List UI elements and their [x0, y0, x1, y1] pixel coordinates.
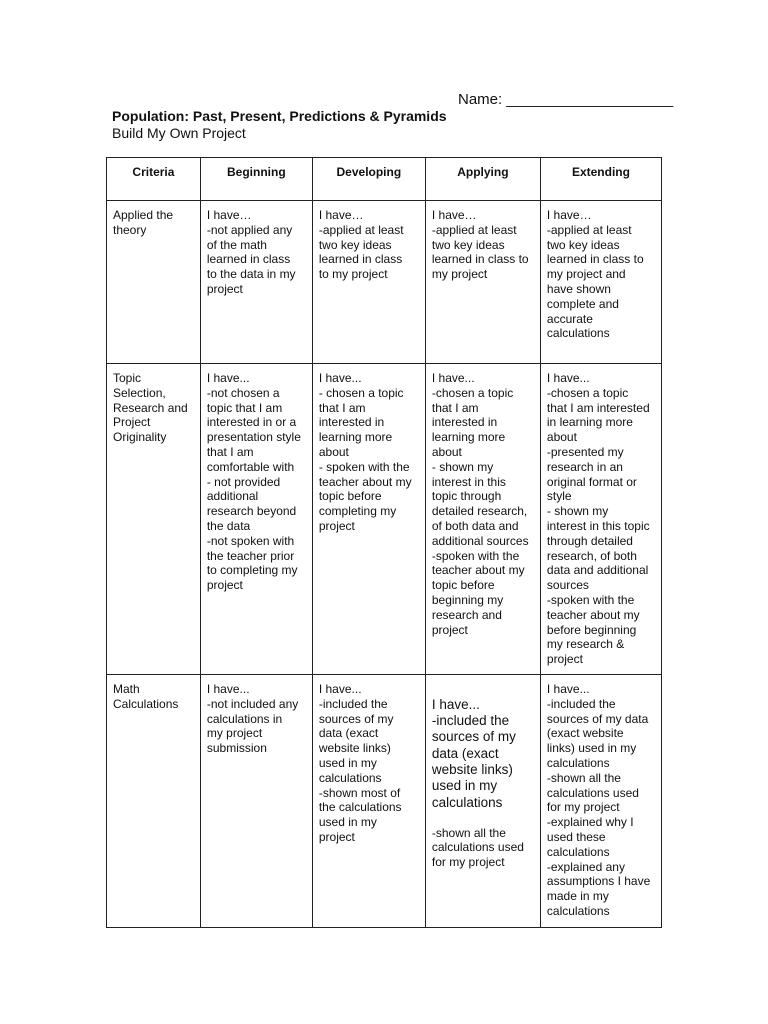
column-header-extending: Extending: [540, 158, 661, 201]
column-header-criteria: Criteria: [107, 158, 201, 201]
criteria-cell: Math Calculations: [107, 675, 201, 928]
table-header-row: [107, 158, 662, 201]
table-row: [107, 364, 662, 675]
extending-cell: I have... -chosen a topic that I am interested in learning more about -presented my research in an original format or style - shown my interest in this topic through detailed research, of both data and additional sources -spoken with the teacher about my before beginning my research & project: [540, 364, 661, 675]
developing-cell: I have... -included the sources of my data (exact website links) used in my calculations -shown most of the calculations used in my project: [312, 675, 425, 928]
column-header-developing: Developing: [312, 158, 425, 201]
page-title: Population: Past, Present, Predictions & Pyramids: [112, 108, 447, 124]
beginning-cell: I have... -not chosen a topic that I am interested in or a presentation style that I am comfortable with - not provided additional research beyond the data -not spoken with the teacher prior to completing my project: [200, 364, 312, 675]
applying-cell: [425, 675, 540, 928]
beginning-cell: I have… -not applied any of the math learned in class to the data in my project: [200, 201, 312, 364]
rubric-table: [106, 157, 662, 928]
extending-cell: I have… -applied at least two key ideas learned in class to my project and have shown complete and accurate calculations: [540, 201, 661, 364]
extending-cell: I have... -included the sources of my data (exact website links) used in my calculations -shown all the calculations used for my project -explained why I used these calculations -explained any assumptions I have made in my calculations: [540, 675, 661, 928]
page-subtitle: Build My Own Project: [112, 125, 246, 141]
developing-cell: I have... - chosen a topic that I am interested in learning more about - spoken with the teacher about my topic before completing my project: [312, 364, 425, 675]
name-field-label: Name: ____________________: [458, 91, 674, 108]
table-row: [107, 201, 662, 364]
applying-cell-small-text: -shown all the calculations used for my project: [431, 825, 524, 870]
criteria-cell: Applied the theory: [107, 201, 201, 364]
beginning-cell: I have... -not included any calculations in my project submission: [200, 675, 312, 928]
developing-cell: I have… -applied at least two key ideas learned in class to my project: [312, 201, 425, 364]
applying-cell-large-text: I have... -included the sources of my data (exact website links) used in my calculations: [431, 696, 516, 810]
applying-cell: I have… -applied at least two key ideas learned in class to my project: [425, 201, 540, 364]
criteria-cell: Topic Selection, Research and Project Originality: [107, 364, 201, 675]
table-row: [107, 675, 662, 928]
column-header-applying: Applying: [425, 158, 540, 201]
applying-cell: I have... -chosen a topic that I am interested in learning more about - shown my interest in this topic through detailed research, of both data and additional sources -spoken with the teacher about my topic before beginning my research and project: [425, 364, 540, 675]
column-header-beginning: Beginning: [200, 158, 312, 201]
